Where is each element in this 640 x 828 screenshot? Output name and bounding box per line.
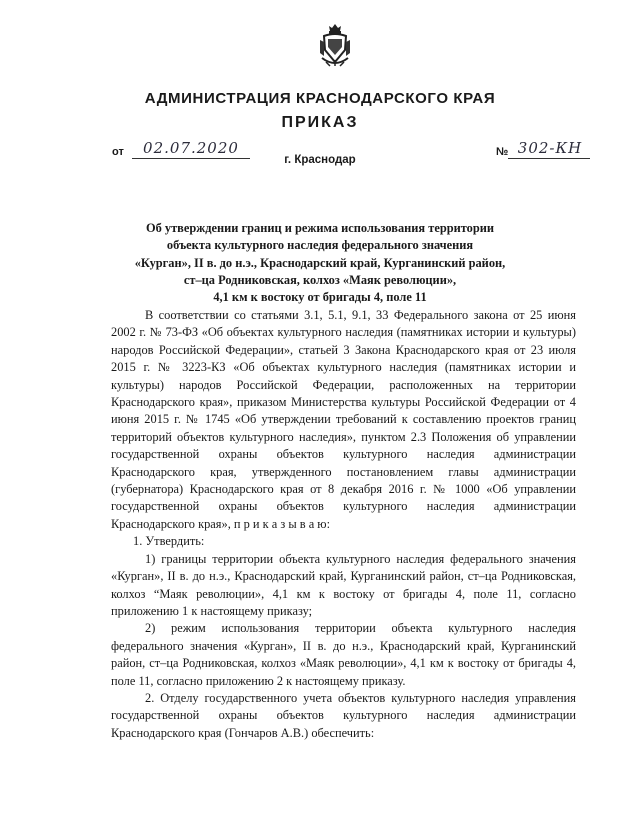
city-name: г. Краснодар (284, 154, 356, 166)
coat-of-arms-icon (318, 22, 352, 68)
date-label: от (112, 146, 124, 158)
document-title (110, 220, 530, 306)
number-label: № (496, 146, 509, 158)
title-line: Об утверждении границ и режима использования территории (145, 221, 495, 235)
title-line: объекта культурного наследия федерального значения (166, 238, 474, 253)
organization-name: АДМИНИСТРАЦИЯ КРАСНОДАРСКОГО КРАЯ (144, 90, 496, 107)
document-date: 02.07.2020 (143, 139, 239, 157)
document-type: ПРИКАЗ (281, 114, 359, 131)
title-line: «Курган», II в. до н.э., Краснодарский край, Курганинский район, (134, 255, 506, 270)
item-1: 1. Утвердить: (133, 534, 205, 549)
item-2: 2. Отделу государственного учета объектов культурного наследия управления государственной охраны объектов культурного наследия администрации Краснодарского края (Гончаров А.В.) обеспечить: (111, 690, 576, 740)
title-line: ст–ца Родниковская, колхоз «Маяк революции», (183, 272, 457, 287)
item-1-2: 2) режим использования территории объекта культурного наследия федерального значения «Курган», II в. до н.э., Краснодарский край, Курганинский район, ст–ца Родниковская, колхоз «Маяк революции», 4,1 км к востоку от бригады 4, поле 11, согласно приложению 2 к настоящему приказу. (111, 621, 576, 688)
document-number: 302-КН (517, 139, 583, 157)
preamble-paragraph: В соответствии со статьями 3.1, 5.1, 9.1, 33 Федерального закона от 25 июня 2002 г. № 73-ФЗ «Об объектах культурного наследия (памятниках истории и культуры) народов Российской Федерации», статьей 3 Закона Краснодарского края от 23 июля 2015 г. № 3223-КЗ «Об объектах культурного наследия (памятниках истории и культуры) народов Российской Федерации, расположенных на территории Краснодарского края», приказом Министерства культуры Российской Федерации от 4 июня 2015 г. № 1745 «Об утверждении требований к составлению проектов границ территорий объектов культурного наследия», пунктом 2.3 Положения об управлении государственной охраны объектов культурного наследия администрации Краснодарского края, утвержденного постановлением главы администрации (губернатора) Краснодарского края от 8 декабря 2016 г. № 1000 «Об управлении государственной охраны объектов культурного наследия администрации Краснодарского края», п р и к а з ы в а ю: (111, 308, 576, 531)
item-1-1: 1) границы территории объекта культурного наследия федерального значения «Курган», II в. до н.э., Краснодарский край, Курганинский район, ст–ца Родниковская, колхоз “Маяк революции», 4,1 км к востоку от бригады 4, поле 11, согласно приложению 1 к настоящему приказу; (111, 551, 576, 618)
document-body (111, 307, 576, 742)
title-line: 4,1 км к востоку от бригады 4, поле 11 (213, 290, 427, 305)
